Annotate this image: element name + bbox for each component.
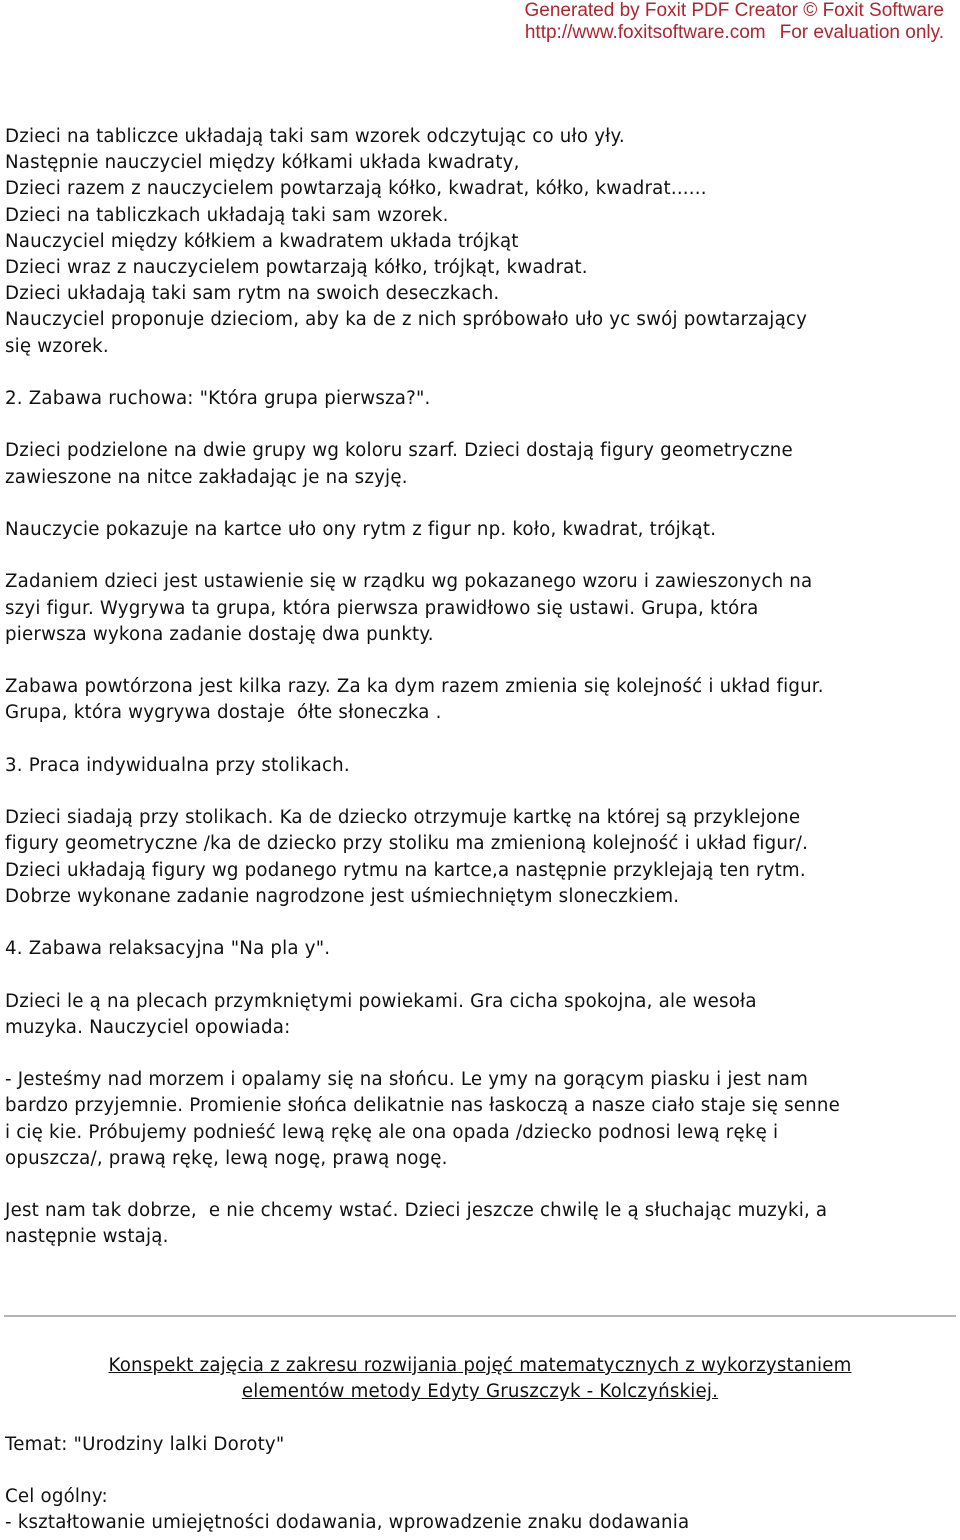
paragraph-gap <box>5 491 955 517</box>
goal-item: - kształtowanie umiejętności dodawania, wprowadzenie znaku dodawania <box>5 1512 690 1534</box>
text-line: Dzieci układają taki sam rytm na swoich deseczkach. <box>5 283 500 305</box>
text-line: muzyka. Nauczyciel opowiada: <box>5 1016 291 1038</box>
text-line: zawieszone na nitce zakładając je na szyję. <box>5 466 408 488</box>
text-line: bardzo przyjemnie. Promienie słońca delikatnie nas łaskoczą a nasze ciało staje się senne <box>5 1095 840 1117</box>
paragraph-gap <box>5 962 955 988</box>
watermark-line-1: Generated by Foxit PDF Creator © Foxit Software <box>524 0 944 21</box>
foxit-watermark <box>525 0 944 44</box>
text-line: 2. Zabawa ruchowa: "Która grupa pierwsza?". <box>5 388 431 410</box>
text-line: następnie wstają. <box>5 1226 169 1248</box>
document-body <box>5 124 955 1251</box>
paragraph-gap <box>5 1172 955 1198</box>
text-line: pierwsza wykona zadanie dostaję dwa punkty. <box>5 623 434 645</box>
text-line: 4. Zabawa relaksacyjna "Na pla y". <box>5 938 331 960</box>
text-line: Dzieci siadają przy stolikach. Ka de dziecko otrzymuje kartkę na której są przyklejone <box>5 807 801 829</box>
text-line: szyi figur. Wygrywa ta grupa, która pierwsza prawidłowo się ustawi. Grupa, która <box>5 597 759 619</box>
text-line: opuszcza/, prawą rękę, lewą nogę, prawą nogę. <box>5 1147 448 1169</box>
spacer <box>5 1458 955 1484</box>
text-line: Nauczyciel między kółkiem a kwadratem układa trójkąt <box>5 230 519 252</box>
text-line: Nauczyciel proponuje dzieciom, aby ka de z nich spróbowało uło yc swój powtarzający <box>5 309 808 331</box>
text-line: figury geometryczne /ka de dziecko przy stoliku ma zmienioną kolejność i układ figur/. <box>5 833 809 855</box>
text-line: Dzieci wraz z nauczycielem powtarzają kółko, trójkąt, kwadrat. <box>5 257 588 279</box>
paragraph-gap <box>5 412 955 438</box>
text-line: Dzieci na tabliczkach układają taki sam wzorek. <box>5 204 449 226</box>
text-line: 3. Praca indywidualna przy stolikach. <box>5 754 350 776</box>
lesson-topic: Temat: "Urodziny lalki Doroty" <box>5 1433 285 1455</box>
paragraph-gap <box>5 543 955 569</box>
text-line: Grupa, która wygrywa dostaje ółte słoneczka . <box>5 702 442 724</box>
goal-label: Cel ogólny: <box>5 1485 108 1507</box>
text-line: Nauczycie pokazuje na kartce uło ony rytm z figur np. koło, kwadrat, trójkąt. <box>5 519 717 540</box>
paragraph-gap <box>5 648 955 674</box>
text-line: i cię kie. Próbujemy podnieść lewą rękę ale ona opada /dziecko podnosi lewą rękę i <box>5 1121 779 1143</box>
paragraph-gap <box>5 910 955 936</box>
text-line: Dzieci razem z nauczycielem powtarzają kółko, kwadrat, kółko, kwadrat...... <box>5 178 707 200</box>
paragraph-gap <box>5 779 955 805</box>
text-line: Dobrze wykonane zadanie nagrodzone jest uśmiechniętym sloneczkiem. <box>5 885 680 907</box>
lesson-plan-header <box>5 1353 955 1536</box>
paragraph-gap <box>5 1041 955 1067</box>
horizontal-rule <box>4 1315 956 1317</box>
text-line: się wzorek. <box>5 335 109 357</box>
text-line: Dzieci na tabliczce układają taki sam wzorek odczytując co uło yły. <box>5 126 625 147</box>
text-line: - Jesteśmy nad morzem i opalamy się na słońcu. Le ymy na gorącym piasku i jest nam <box>5 1069 809 1091</box>
paragraph-gap <box>5 360 955 386</box>
text-line: Dzieci podzielone na dwie grupy wg koloru szarf. Dzieci dostają figury geometryczne <box>5 440 793 462</box>
text-line: Dzieci le ą na plecach przymkniętymi powiekami. Gra cicha spokojna, ale wesoła <box>5 990 757 1012</box>
spacer <box>5 1405 955 1431</box>
watermark-note: For evaluation only. <box>779 22 944 43</box>
paragraph-gap <box>5 727 955 753</box>
watermark-url[interactable]: http://www.foxitsoftware.com <box>524 22 766 43</box>
text-line: Dzieci układają figury wg podanego rytmu na kartce,a następnie przyklejają ten rytm. <box>5 859 806 881</box>
lesson-title-line-2: elementów metody Edyty Gruszczyk - Kolczyńskiej. <box>241 1381 719 1403</box>
text-line: Zabawa powtórzona jest kilka razy. Za ka dym razem zmienia się kolejność i układ figur. <box>5 676 824 698</box>
text-line: Zadaniem dzieci jest ustawienie się w rządku wg pokazanego wzoru i zawieszonych na <box>5 571 813 593</box>
watermark-line-2 <box>525 22 944 44</box>
text-line: Następnie nauczyciel między kółkami układa kwadraty, <box>5 152 520 174</box>
text-line: Jest nam tak dobrze, e nie chcemy wstać. Dzieci jeszcze chwilę le ą słuchając muzyki, a <box>5 1200 828 1222</box>
lesson-title-line-1: Konspekt zajęcia z zakresu rozwijania pojęć matematycznych z wykorzystaniem <box>108 1355 852 1376</box>
